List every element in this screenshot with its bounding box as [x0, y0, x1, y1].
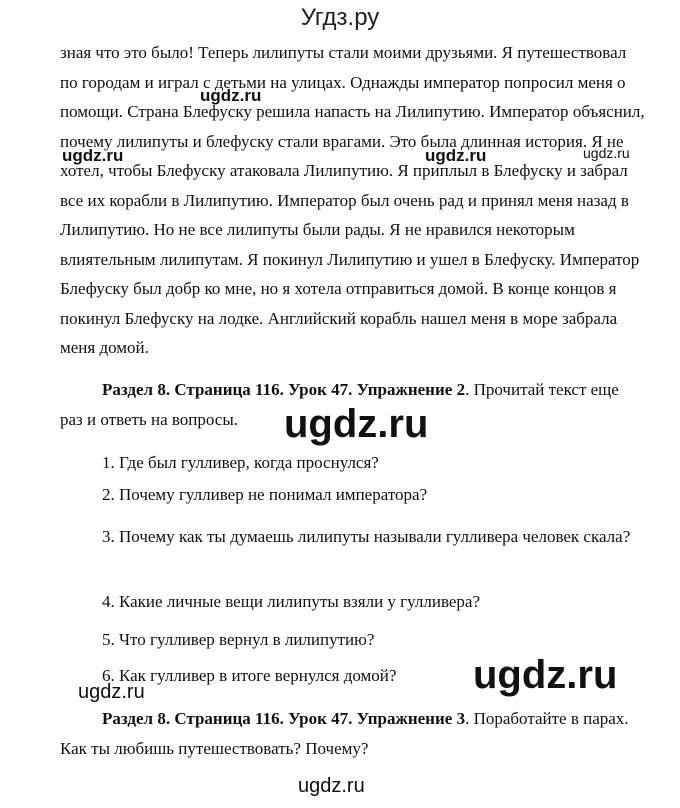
story-line: домой. В конце концов я покинул Блефуску на лодке. Английский корабль [60, 279, 617, 328]
question-1: 1. Где был гулливер, когда проснулся? [102, 453, 379, 472]
story-line: зная что это было! Теперь лилипуты стали моими друзьями. Я путешествовал [60, 43, 627, 62]
site-title: Угдз.ру [300, 4, 380, 31]
exercise-2-text: . Прочитай текст еще раз и ответь на вопросы. [60, 380, 619, 429]
story-line: по городам и играл с детьми на улицах. Однажды император попросил меня о [60, 72, 626, 92]
story-line: в Блефуску. Император Блефуску был добр ко мне, но я хотела отправиться [60, 249, 640, 298]
question-2: 2. Почему гулливер не понимал императора? [102, 485, 428, 504]
watermark: ugdz.ru [583, 145, 630, 161]
exercise-2-heading: Раздел 8. Страница 116. Урок 47. Упражнение 2 [102, 380, 466, 399]
exercise-3-paragraph [60, 704, 645, 763]
watermark: ugdz.ru [78, 681, 145, 703]
story-line: объяснил, почему лилипуты и блефуску стали врагами. Это была длинная [60, 102, 645, 151]
watermark: ugdz.ru [425, 146, 487, 165]
watermark: ugdz.ru [284, 402, 429, 446]
question-5: 5. Что гулливер вернул в лилипутию? [102, 630, 375, 649]
question-6: 6. Как гулливер в итоге вернулся домой? [102, 666, 397, 685]
story-line: история. Я не хотел, чтобы Блефуску атаковала Лилипутию. Я приплыл в [60, 131, 624, 180]
question-4: 4. Какие личные вещи лилипуты взяли у гулливера? [102, 592, 481, 611]
watermark: ugdz.ru [473, 653, 618, 697]
exercise-3-text: . Поработайте в парах. Как ты любишь путешествовать? Почему? [60, 709, 629, 758]
story-line: помощи. Страна Блефуску решила напасть на Лилипутию. Император [60, 102, 569, 121]
question-3: 3. Почему как ты думаешь лилипуты называли гулливера человек скала? [102, 527, 631, 546]
story-line: принял меня назад в Лилипутию. Но не все лилипуты были рады. Я не [60, 190, 629, 239]
story-line: нравился некоторым влиятельным лилипутам. Я покинул Лилипутию и ушел [60, 220, 575, 269]
story-line: Блефуску и забрал все их корабли в Лилипутию. Император был очень рад и [60, 161, 628, 210]
watermark: ugdz.ru [200, 86, 262, 105]
watermark: ugdz.ru [298, 775, 365, 797]
story-paragraph [60, 38, 645, 363]
exercise-3-heading: Раздел 8. Страница 116. Урок 47. Упражнение 3 [102, 709, 466, 728]
story-line: нашел меня в море забрала меня домой. [60, 308, 618, 357]
watermark: ugdz.ru [62, 146, 124, 165]
